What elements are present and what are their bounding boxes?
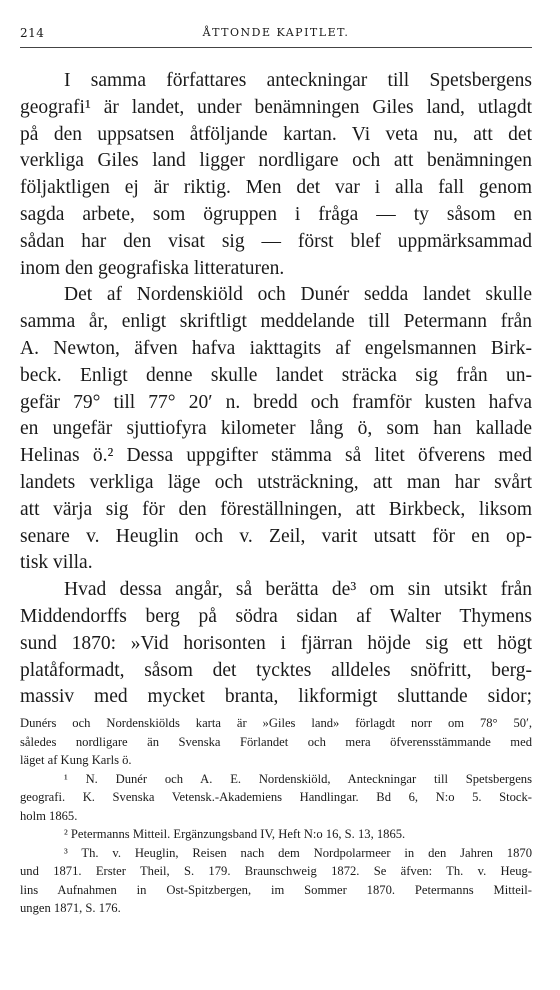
text-line: massiv med mycket branta, likformigt sluttande sidor; <box>20 686 532 708</box>
text-line: geografi¹ är landet, under benämningen Giles land, utlagdt <box>20 96 532 118</box>
footnote-line: lins Aufnahmen in Ost-Spitzbergen, im Sommer 1870. Petermanns Mitteil- <box>20 882 532 897</box>
main-text <box>20 68 532 711</box>
footnote-line: ¹ N. Dunér och A. E. Nordenskiöld, Anteckningar till Spetsbergens <box>64 771 532 786</box>
text-line: Helinas ö.² Dessa uppgifter stämma så litet öfverens med <box>20 445 532 467</box>
header-rule <box>20 47 532 48</box>
text-line: platåformadt, såsom det tycktes alldeles snöfritt, berg- <box>20 659 532 681</box>
running-header <box>20 26 532 44</box>
page-number: 214 <box>20 26 45 40</box>
footnote-line: läget af Kung Karls ö. <box>20 753 132 767</box>
text-line: gefär 79° till 77° 20′ n. bredd och framför kusten hafva <box>20 391 532 413</box>
text-line: sagda arbete, som ögruppen i fråga — ty såsom en <box>20 203 532 225</box>
text-line: Det af Nordenskiöld och Dunér sedda landet skulle <box>64 284 532 306</box>
text-line: landets verkliga läge och utsträckning, att man har svårt <box>20 471 532 493</box>
footnote-line: holm 1865. <box>20 808 78 823</box>
text-line: beck. Enligt denne skulle landet sträcka sig från un- <box>20 364 532 386</box>
text-line: sådan har den visat sig — först blef uppmärksammad <box>20 230 532 252</box>
footnote-line: Dunérs och Nordenskiölds karta är »Giles land» förlagdt norr om 78° 50′, <box>20 716 532 730</box>
text-line: en ungefär sjuttiofyra kilometer lång ö, som han kallade <box>20 418 532 440</box>
text-line: sund 1870: »Vid horisonten i fjärran höjde sig ett högt <box>20 632 532 654</box>
text-line: I samma författares anteckningar till Spetsbergens <box>64 70 532 91</box>
text-line: Hvad dessa angår, så berätta de³ om sin utsikt från <box>64 579 532 601</box>
text-line: inom den geografiska litteraturen. <box>20 257 285 279</box>
text-line: samma år, enligt skriftligt meddelande till Petermann från <box>20 311 532 333</box>
text-line: på den uppsatsen åtföljande kartan. Vi veta nu, att det <box>20 123 532 145</box>
footnote-line: ungen 1871, S. 176. <box>20 901 121 915</box>
footnote-line: geografi. K. Svenska Vetensk.-Akademiens Handlingar. Bd 6, N:o 5. Stock- <box>20 790 532 804</box>
text-line: tisk villa. <box>20 552 93 574</box>
footnote-line: ³ Th. v. Heuglin, Reisen nach dem Nordpolarmeer in den Jahren 1870 <box>64 845 532 860</box>
footnote-line: und 1871. Erster Theil, S. 179. Braunschweig 1872. Se äfven: Th. v. Heug- <box>20 864 532 878</box>
footnote-line: således nordligare än Svenska Förlandet och mera öfverensstämmande med <box>20 734 532 749</box>
text-line: följaktligen ej är riktig. Men det var i alla fall genom <box>20 177 532 199</box>
text-line: verkliga Giles land ligger nordligare och att benämningen <box>20 150 532 172</box>
text-line: senare v. Heuglin och v. Zeil, varit utsatt för en op- <box>20 525 532 547</box>
text-line: A. Newton, äfven hafva iakttagits af engelsmannen Birk- <box>20 337 532 359</box>
footnotes <box>20 714 532 918</box>
chapter-title: ÅTTONDE KAPITLET. <box>202 26 350 39</box>
text-line: Middendorffs berg på södra sidan af Walter Thymens <box>20 605 532 627</box>
text-line: att värja sig för den föreställningen, att Birkbeck, liksom <box>20 498 532 520</box>
footnote-line: ² Petermanns Mitteil. Ergänzungsband IV, Heft N:o 16, S. 13, 1865. <box>64 827 406 841</box>
